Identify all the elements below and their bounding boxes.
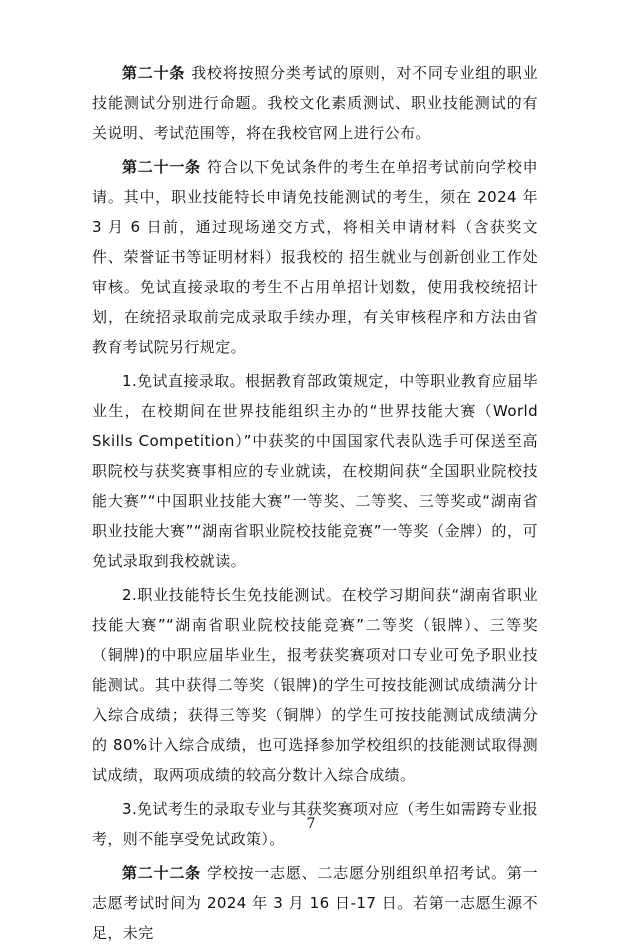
article-heading: 第二十二条 (122, 864, 207, 882)
article-heading: 第二十一条 (122, 158, 207, 176)
document-body (92, 58, 538, 948)
paragraph-text: 3.免试考生的录取专业与其获奖赛项对应（考生如需跨专业报考，则不能享受免试政策）。 (92, 800, 538, 848)
paragraph-item-1 (92, 366, 538, 576)
paragraph-text: 2.职业技能特长生免技能测试。在校学习期间获“湖南省职业技能大赛”“湖南省职业院校技能竞赛”二等奖（银牌）、三等奖（铜牌)的中职应届毕业生，报考获奖赛项对口专业可免予职业技能测试。其中获得二等奖（银牌)的学生可按技能测试成绩满分计入综合成绩；获得三等奖（铜牌）的学生可按技能测试成绩满分的 80%计入综合成绩，也可选择参加学校组织的技能测试取得测试成绩，取两项成绩的较高分数计入综合成绩。 (92, 586, 538, 784)
article-heading: 第二十条 (122, 64, 192, 82)
paragraph-text: 符合以下免试条件的考生在单招考试前向学校申请。其中，职业技能特长申请免技能测试的考生，须在 2024 年 3 月 6 日前，通过现场递交方式，将相关申请材料（含获奖文件、荣誉证书等证明材料）报我校的 招生就业与创新创业工作处审核。免试直接录取的考生不占用单招计划数，使用我校统招计划，在统招录取前完成录取手续办理，有关审核程序和方法由省教育考试院另行规定。 (92, 158, 539, 356)
paragraph-article-20 (92, 58, 538, 148)
paragraph-text: 1.免试直接录取。根据教育部政策规定，中等职业教育应届毕业生，在校期间在世界技能组织主办的“世界技能大赛（World Skills Competition）”中获奖的中国国家代表队选手可保送至高职院校与获奖赛事相应的专业就读，在校期间获“全国职业院校技能大赛”“中国职业技能大赛”一等奖、二等奖、三等奖或“湖南省职业技能大赛”“湖南省职业院校技能竞赛”一等奖（金牌）的，可免试录取到我校就读。 (92, 372, 538, 570)
paragraph-article-21 (92, 152, 538, 362)
paragraph-text: 我校将按照分类考试的原则，对不同专业组的职业技能测试分别进行命题。我校文化素质测试、职业技能测试的有关说明、考试范围等，将在我校官网上进行公布。 (92, 64, 538, 142)
paragraph-item-2 (92, 580, 538, 790)
paragraph-text: 学校按一志愿、二志愿分别组织单招考试。第一志愿考试时间为 2024 年 3 月 16 日-17 日。若第一志愿生源不足，未完 (92, 864, 539, 942)
paragraph-article-22 (92, 858, 538, 948)
page-number: 7 (306, 816, 316, 832)
